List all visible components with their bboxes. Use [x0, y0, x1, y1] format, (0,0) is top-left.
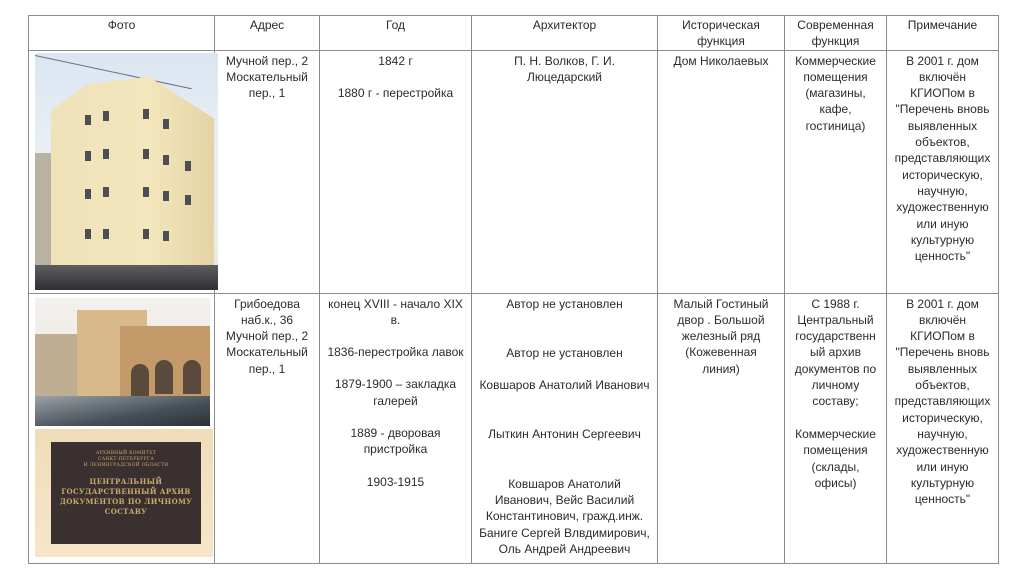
address-text: Грибоедова наб.к., 36 Мучной пер., 2 Москательный пер., 1	[225, 296, 309, 376]
window	[185, 195, 191, 205]
road	[35, 396, 210, 426]
address-cell	[215, 50, 320, 293]
architect-cell	[472, 50, 658, 293]
archive-plaque-photo	[35, 429, 213, 557]
street	[35, 265, 218, 290]
neighbor-building	[35, 153, 53, 268]
historical-function-text: Дом Николаевых	[673, 53, 769, 68]
architect-entry: Ковшаров Анатолий Иванович	[479, 378, 650, 393]
modern-function-cell	[785, 50, 887, 293]
header-historical-function: Историческая функция	[658, 16, 785, 51]
address-text: Мучной пер., 2 Москательный пер., 1	[225, 53, 309, 101]
table-row	[29, 50, 999, 293]
modern-function-cell	[785, 293, 887, 563]
header-note: Примечание	[887, 16, 999, 51]
window	[143, 109, 149, 119]
architect-cell	[472, 293, 658, 563]
street-photo	[35, 298, 210, 426]
plaque-top-text: АРХИВНЫЙ КОМИТЕТ САНКТ-ПЕТЕРБУРГА И ЛЕНИНГРАДСКОЙ ОБЛАСТИ	[83, 450, 169, 468]
arch	[131, 364, 149, 398]
year-entry: 1836-перестройка лавок	[327, 345, 464, 360]
modern-function-text: С 1988 г. Центральный государственн ый архив документов по личному составу; Коммерческие помещения (склады, офисы)	[794, 296, 877, 490]
window	[163, 231, 169, 241]
building-photo	[35, 53, 218, 290]
window	[103, 187, 109, 197]
year-entry: 1903-1915	[366, 474, 425, 489]
window	[143, 149, 149, 159]
table-row	[29, 293, 999, 563]
architect-entry: Автор не установлен	[506, 345, 623, 360]
arch	[155, 360, 173, 394]
window	[85, 229, 91, 239]
window	[143, 187, 149, 197]
header-year: Год	[320, 16, 472, 51]
window	[103, 229, 109, 239]
window	[185, 161, 191, 171]
window	[143, 229, 149, 239]
window	[85, 151, 91, 161]
table-header-row	[29, 16, 999, 51]
year-entry: конец XVIII - начало XIX в.	[328, 296, 463, 327]
historical-function-text: Малый Гостиный двор . Большой железный ряд (Кожевенная линия)	[673, 296, 769, 376]
window	[163, 155, 169, 165]
year-entry: 1880 г - перестройка	[337, 85, 454, 100]
header-photo: Фото	[29, 16, 215, 51]
window	[163, 119, 169, 129]
arch	[183, 360, 201, 394]
architect-entry: Ковшаров Анатолий Иванович, Вейс Василий Константинович, гражд.инж. Баниге Сергей Влвдимирович, Оль Андрей Андреевич	[479, 476, 650, 556]
building	[35, 334, 80, 398]
year-entry: 1879-1900 – закладка галерей	[334, 377, 457, 408]
window	[85, 189, 91, 199]
archive-plaque	[51, 442, 201, 544]
header-address: Адрес	[215, 16, 320, 51]
historical-function-cell	[658, 50, 785, 293]
modern-function-text: Коммерческие помещения (магазины, кафе, гостиница)	[795, 53, 876, 133]
year-cell	[320, 293, 472, 563]
architect-entry: Автор не установлен	[506, 296, 623, 311]
note-text: В 2001 г. дом включён КГИОПом в "Перечень вновь выявленных объектов, представляющих историческую, научную, художественную или иную культурную ценность"	[894, 296, 991, 507]
plaque-main-text: ЦЕНТРАЛЬНЫЙ ГОСУДАРСТВЕННЫЙ АРХИВ ДОКУМЕНТОВ ПО ЛИЧНОМУ СОСТАВУ	[59, 476, 193, 516]
window	[85, 115, 91, 125]
year-entry: 1842 г	[378, 53, 413, 68]
note-cell	[887, 293, 999, 563]
note-text: В 2001 г. дом включён КГИОПом в "Перечень вновь выявленных объектов, представляющих историческую, научную, художественную или иную культурную ценность"	[894, 53, 991, 264]
architect-entry: П. Н. Волков, Г. И. Люцедарский	[514, 53, 615, 84]
photo-cell	[29, 50, 215, 293]
window	[163, 191, 169, 201]
header-architect: Архитектор	[472, 16, 658, 51]
header-modern-function: Современная функция	[785, 16, 887, 51]
address-cell	[215, 293, 320, 563]
window	[103, 111, 109, 121]
building-facade	[51, 77, 214, 267]
year-cell	[320, 50, 472, 293]
architect-entry: Лыткин Антонин Сергеевич	[488, 427, 641, 442]
historical-function-cell	[658, 293, 785, 563]
year-entry: 1889 - дворовая пристройка	[350, 426, 441, 457]
photo-cell	[29, 293, 215, 563]
note-cell	[887, 50, 999, 293]
buildings-table	[28, 15, 999, 564]
window	[103, 149, 109, 159]
